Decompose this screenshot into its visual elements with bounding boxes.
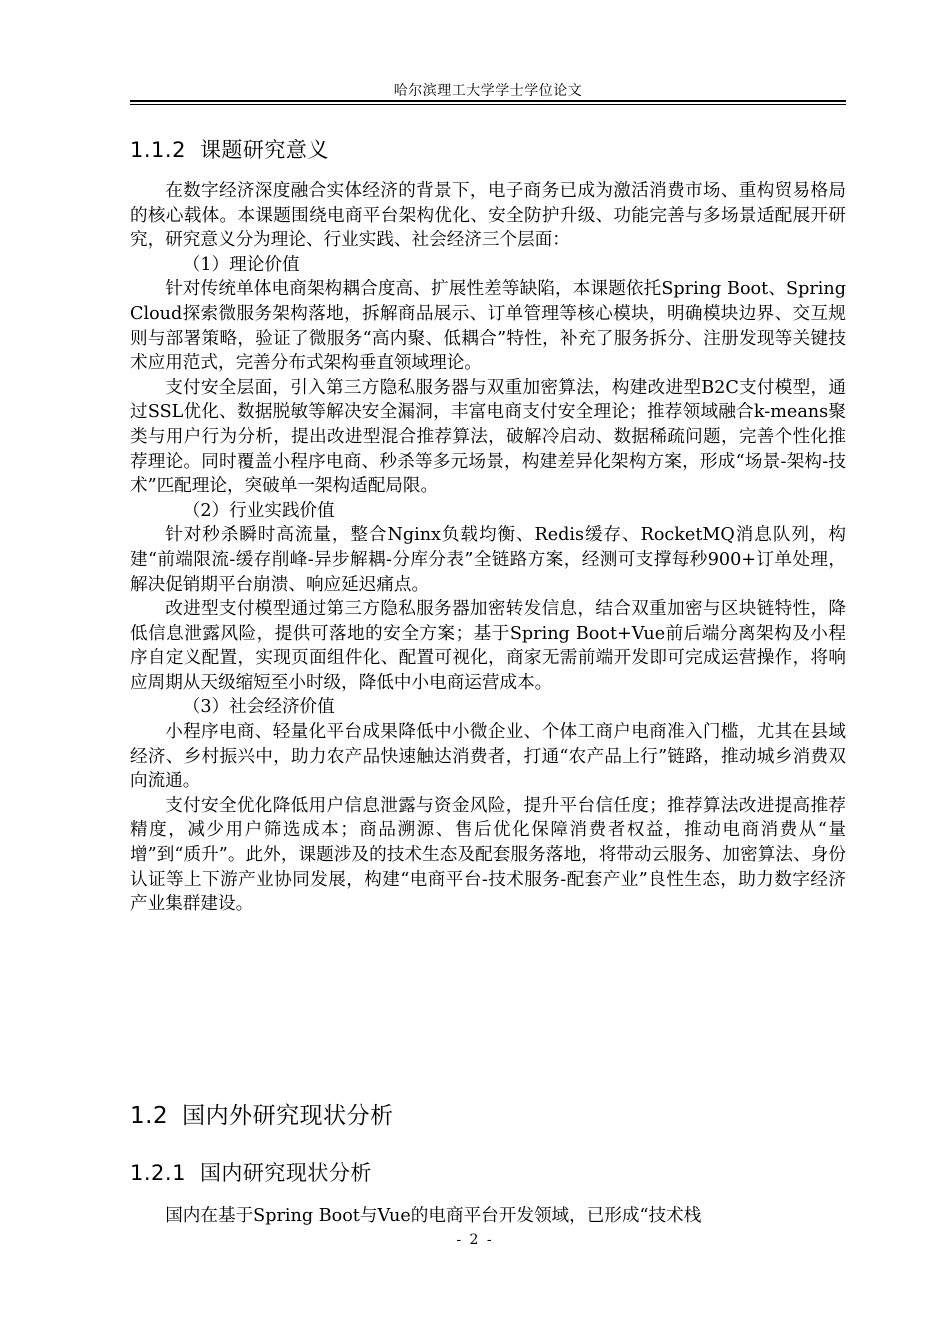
- section-title: 国内研究现状分析: [199, 1161, 372, 1185]
- section-heading-1-2-1: [130, 1157, 372, 1187]
- section-number: 1.2: [130, 1103, 169, 1129]
- paragraph-practice-1: 针对秒杀瞬时高流量，整合Nginx负载均衡、Redis缓存、RocketMQ消息队列，构建“前端限流-缓存削峰-异步解耦-分库分表”全链路方案，经测可支撑每秒900+订单处理，解决促销期平台崩溃、响应延迟痛点。: [130, 525, 846, 595]
- subheading-theory: （1）理论价值: [182, 254, 300, 275]
- header-rule-thick: [130, 100, 846, 102]
- paragraph-theory-2: 支付安全层面，引入第三方隐私服务器与双重加密算法，构建改进型B2C支付模型，通过SSL优化、数据脱敏等解决安全漏洞，丰富电商支付安全理论；推荐领域融合k-means聚类与用户行为分析，提出改进型混合推荐算法，破解冷启动、数据稀疏问题，完善个性化推荐理论。同时覆盖小程序电商、秒杀等多元场景，构建差异化架构方案，形成“场景-架构-技术”匹配理论，突破单一架构适配局限。: [130, 377, 846, 497]
- paragraph-social-2: 支付安全优化降低用户信息泄露与资金风险，提升平台信任度；推荐算法改进提高推荐精度，减少用户筛选成本；商品溯源、售后优化保障消费者权益，推动电商消费从“量增”到“质升”。此外，课题涉及的技术生态及配套服务落地，将带动云服务、加密算法、身份认证等上下游产业协同发展，构建“电商平台-技术服务-配套产业”良性生态，助力数字经济产业集群建设。: [130, 795, 846, 915]
- paragraph-practice-2: 改进型支付模型通过第三方隐私服务器加密转发信息，结合双重加密与区块链特性，降低信息泄露风险，提供可落地的安全方案；基于Spring Boot+Vue前后端分离架构及小程序自定义配置，实现页面组件化、配置可视化，商家无需前端开发即可完成运营操作，将响应周期从天级缩短至小时级，降低中小电商运营成本。: [130, 599, 846, 693]
- header-rule-thin: [130, 104, 846, 105]
- section-body: [130, 179, 846, 917]
- section-heading-1-1-2: [130, 134, 329, 164]
- paragraph-domestic-start: 国内在基于Spring Boot与Vue的电商平台开发领域，已形成“技术栈: [165, 1206, 702, 1226]
- page-number: - 2 -: [456, 1232, 494, 1248]
- section-body-continued: [130, 1204, 846, 1229]
- running-header: 哈尔滨理工大学学士学位论文: [393, 83, 583, 99]
- section-title: 课题研究意义: [199, 138, 329, 162]
- section-number: 1.2.1: [130, 1161, 186, 1185]
- paragraph-theory-1: 针对传统单体电商架构耦合度高、扩展性差等缺陷，本课题依托Spring Boot、Spring Cloud探索微服务架构落地，拆解商品展示、订单管理等核心模块，明确模块边界、交互规则与部署策略，验证了微服务“高内聚、低耦合”特性，补充了服务拆分、注册发现等关键技术应用范式，完善分布式架构垂直领域理论。: [130, 279, 846, 374]
- subheading-practice: （2）行业实践价值: [182, 500, 335, 521]
- paragraph-social-1: 小程序电商、轻量化平台成果降低中小微企业、个体工商户电商准入门槛，尤其在县域经济、乡村振兴中，助力农产品快速触达消费者，打通“农产品上行”链路，推动城乡消费双向流通。: [130, 722, 846, 792]
- subheading-social: （3）社会经济价值: [182, 697, 335, 718]
- section-title: 国内外研究现状分析: [182, 1103, 394, 1129]
- paragraph-intro: 在数字经济深度融合实体经济的背景下，电子商务已成为激活消费市场、重构贸易格局的核心载体。本课题围绕电商平台架构优化、安全防护升级、功能完善与多场景适配展开研究，研究意义分为理论、行业实践、社会经济三个层面：: [130, 181, 846, 251]
- section-heading-1-2: [130, 1097, 394, 1130]
- section-number: 1.1.2: [130, 138, 186, 162]
